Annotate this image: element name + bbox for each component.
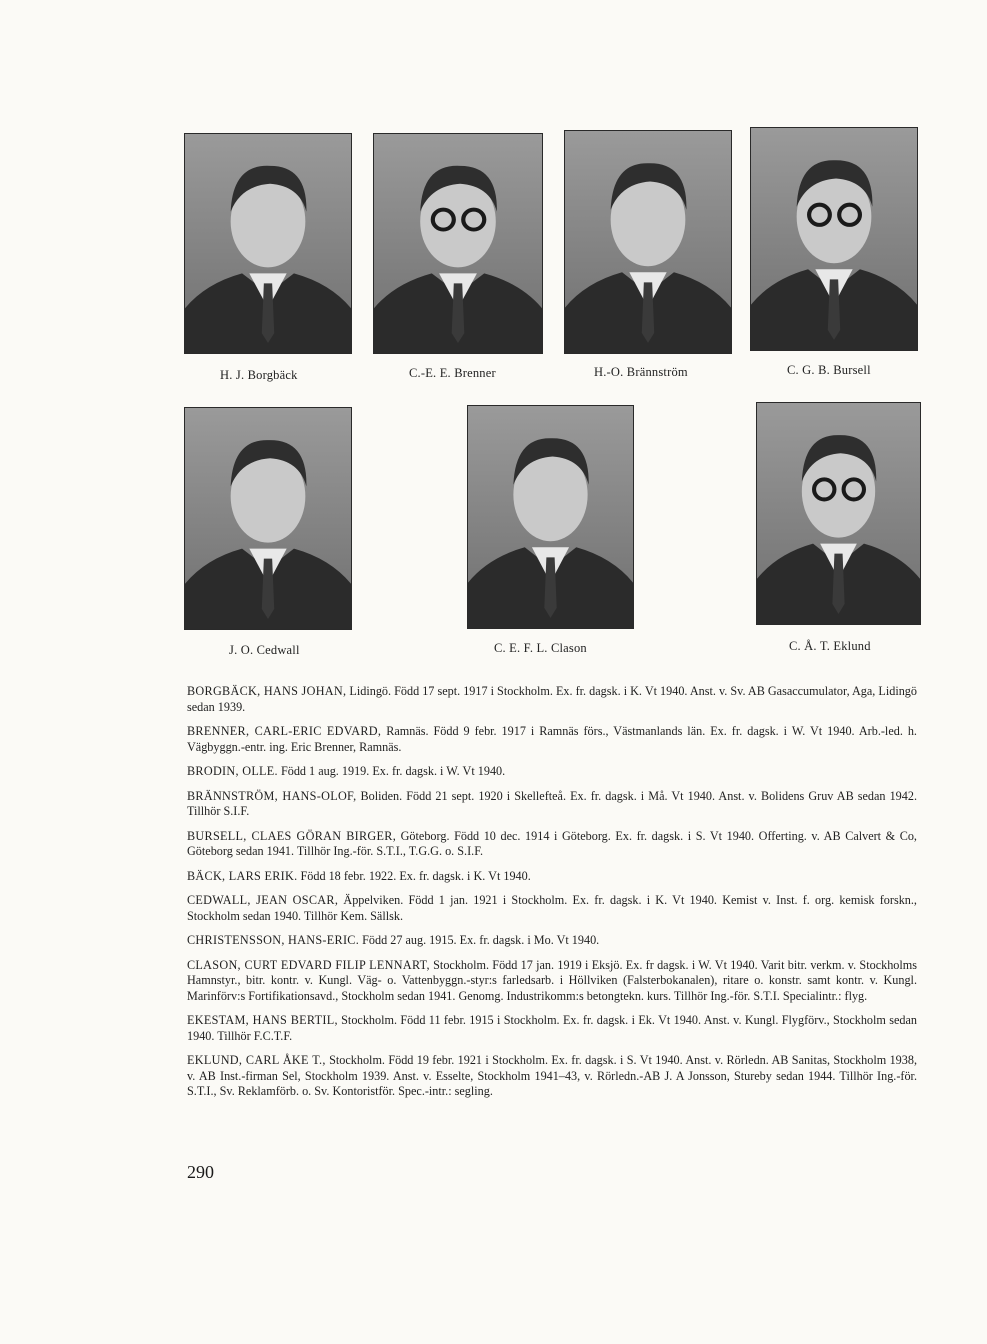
entry-text: Ramnäs. Född 9 febr. 1917 i Ramnäs förs., Västmanlands län. Ex. fr. dagsk. i W. Vt 1940. Arb.-led. h. Vägbyggn.-entr. ing. Eric Brenner, Ramnäs.: [187, 724, 917, 754]
entry-name: CLASON, CURT EDVARD FILIP LENNART,: [187, 957, 430, 972]
portrait-caption: C. E. F. L. Clason: [494, 641, 587, 655]
biography-entry: [187, 1053, 917, 1100]
portrait-caption: H.-O. Brännström: [594, 365, 688, 379]
biography-entry: [187, 789, 917, 820]
biography-entry: [187, 724, 917, 755]
biography-list: [187, 684, 917, 1109]
portrait-silhouette: [751, 128, 917, 350]
biography-entry: [187, 933, 917, 949]
portrait-photo-borgback: [184, 133, 352, 354]
entry-text: Stockholm. Född 11 febr. 1915 i Stockholm. Ex. fr. dagsk. i Ek. Vt 1940. Anst. v. Kungl. Flygförv., Stockholm sedan 1940. Tillhör F.C.T.F.: [187, 1013, 917, 1043]
biography-entry: [187, 893, 917, 924]
entry-text: Född 1 aug. 1919. Ex. fr. dagsk. i W. Vt 1940.: [277, 764, 506, 778]
portrait-silhouette: [757, 403, 920, 624]
portrait-photo-eklund: [756, 402, 921, 625]
portrait-caption: C.-E. E. Brenner: [409, 366, 496, 380]
portrait-photo-cedwall: [184, 407, 352, 630]
entry-text: Född 27 aug. 1915. Ex. fr. dagsk. i Mo. Vt 1940.: [359, 933, 600, 947]
entry-text: Lidingö. Född 17 sept. 1917 i Stockholm. Ex. fr. dagsk. i K. Vt 1940. Anst. v. Sv. AB Gasaccumulator, Aga, Lidingö sedan 1939.: [187, 684, 917, 714]
entry-name: BÄCK, LARS ERIK.: [187, 868, 298, 883]
biography-entry: [187, 829, 917, 860]
entry-name: EKESTAM, HANS BERTIL,: [187, 1013, 338, 1027]
entry-text: Göteborg. Född 10 dec. 1914 i Göteborg. Ex. fr. dagsk. i S. Vt 1940. Offerting. v. AB Calvert & Co, Göteborg sedan 1941. Tillhör Ing.-för. S.T.I., T.G.G. o. S.I.F.: [187, 828, 917, 858]
portrait-photo-bursell: [750, 127, 918, 351]
portrait-photo-clason: [467, 405, 634, 629]
portrait-silhouette: [185, 134, 351, 353]
portrait-caption: C. Å. T. Eklund: [789, 639, 871, 653]
necktie-shape: [544, 557, 556, 618]
entry-name: BURSELL, CLAES GÖRAN BIRGER,: [187, 828, 397, 843]
entry-text: Äppelviken. Född 1 jan. 1921 i Stockholm. Ex. fr. dagsk. i K. Vt 1940. Kemist v. Inst. f. org. kemisk forskn., Stockholm sedan 1940. Tillhör Kem. Sällsk.: [187, 893, 917, 923]
portrait-photo-brannstrom: [564, 130, 732, 354]
page-number: 290: [187, 1162, 214, 1182]
entry-name: BORGBÄCK, HANS JOHAN,: [187, 684, 347, 698]
portrait-silhouette: [374, 134, 542, 353]
necktie-shape: [642, 282, 654, 343]
necktie-shape: [262, 559, 274, 619]
portrait-silhouette: [468, 406, 633, 628]
portrait-silhouette: [565, 131, 731, 353]
necktie-shape: [452, 283, 465, 343]
biography-entry: [187, 1013, 917, 1044]
entry-name: BRÄNNSTRÖM, HANS-OLOF,: [187, 788, 357, 803]
entry-text: Stockholm. Född 19 febr. 1921 i Stockholm. Ex. fr. dagsk. i S. Vt 1940. Anst. v. Rörledn. AB Sanitas, Stockholm 1938, v. AB Inst.-firman Sel, Stockholm 1939. Anst. v. Esselte, Stockholm 1941–43, v. Rörledn.-AB J. A Jonsson, Stureby sedan 1944. Tillhör Ing.-för. S.T.I., Sv. Reklamförb. o. Sv. Kontoristför. Spec.-intr.: segling.: [187, 1053, 918, 1098]
portrait-photo-brenner: [373, 133, 543, 354]
entry-name: EKLUND, CARL ÅKE T.,: [187, 1053, 326, 1067]
entry-name: CEDWALL, JEAN OSCAR,: [187, 893, 339, 907]
portrait-silhouette: [185, 408, 351, 629]
biography-entry: [187, 958, 917, 1005]
biography-entry: [187, 684, 917, 715]
entry-text: Född 18 febr. 1922. Ex. fr. dagsk. i K. Vt 1940.: [297, 868, 531, 883]
necktie-shape: [832, 554, 844, 614]
entry-text: Stockholm. Född 17 jan. 1919 i Eksjö. Ex. fr dagsk. i W. Vt 1940. Varit bitr. verkm. v. Stockholms Hamnstyr., bitr. kontr. v. Kungl. Väg- o. Vattenbyggn.-styr:s farledsarb. i Höllviken (Falsterbokanalen), ritare o. konstr. samt kontr. v. Kungl. Marinförv:s Fortifikationsavd., Stockholm sedan 1941. Genomg. Industrikomm:s betongtekn. kurs. Tillhör Ing.-för. S.T.I. Specialintr.: flyg.: [187, 957, 917, 1003]
biography-entry: [187, 764, 917, 780]
portrait-caption: J. O. Cedwall: [229, 643, 300, 657]
entry-name: CHRISTENSSON, HANS-ERIC.: [187, 933, 360, 947]
portrait-caption: H. J. Borgbäck: [220, 368, 298, 382]
biography-entry: [187, 869, 917, 885]
necktie-shape: [262, 283, 274, 343]
entry-text: Boliden. Född 21 sept. 1920 i Skellefteå. Ex. fr. dagsk. i Må. Vt 1940. Anst. v. Bolidens Gruv AB sedan 1942. Tillhör S.I.F.: [187, 788, 918, 818]
necktie-shape: [828, 279, 840, 340]
entry-name: BRODIN, OLLE.: [187, 764, 278, 778]
entry-name: BRENNER, CARL-ERIC EDVARD,: [187, 724, 382, 738]
portrait-caption: C. G. B. Bursell: [787, 363, 871, 377]
